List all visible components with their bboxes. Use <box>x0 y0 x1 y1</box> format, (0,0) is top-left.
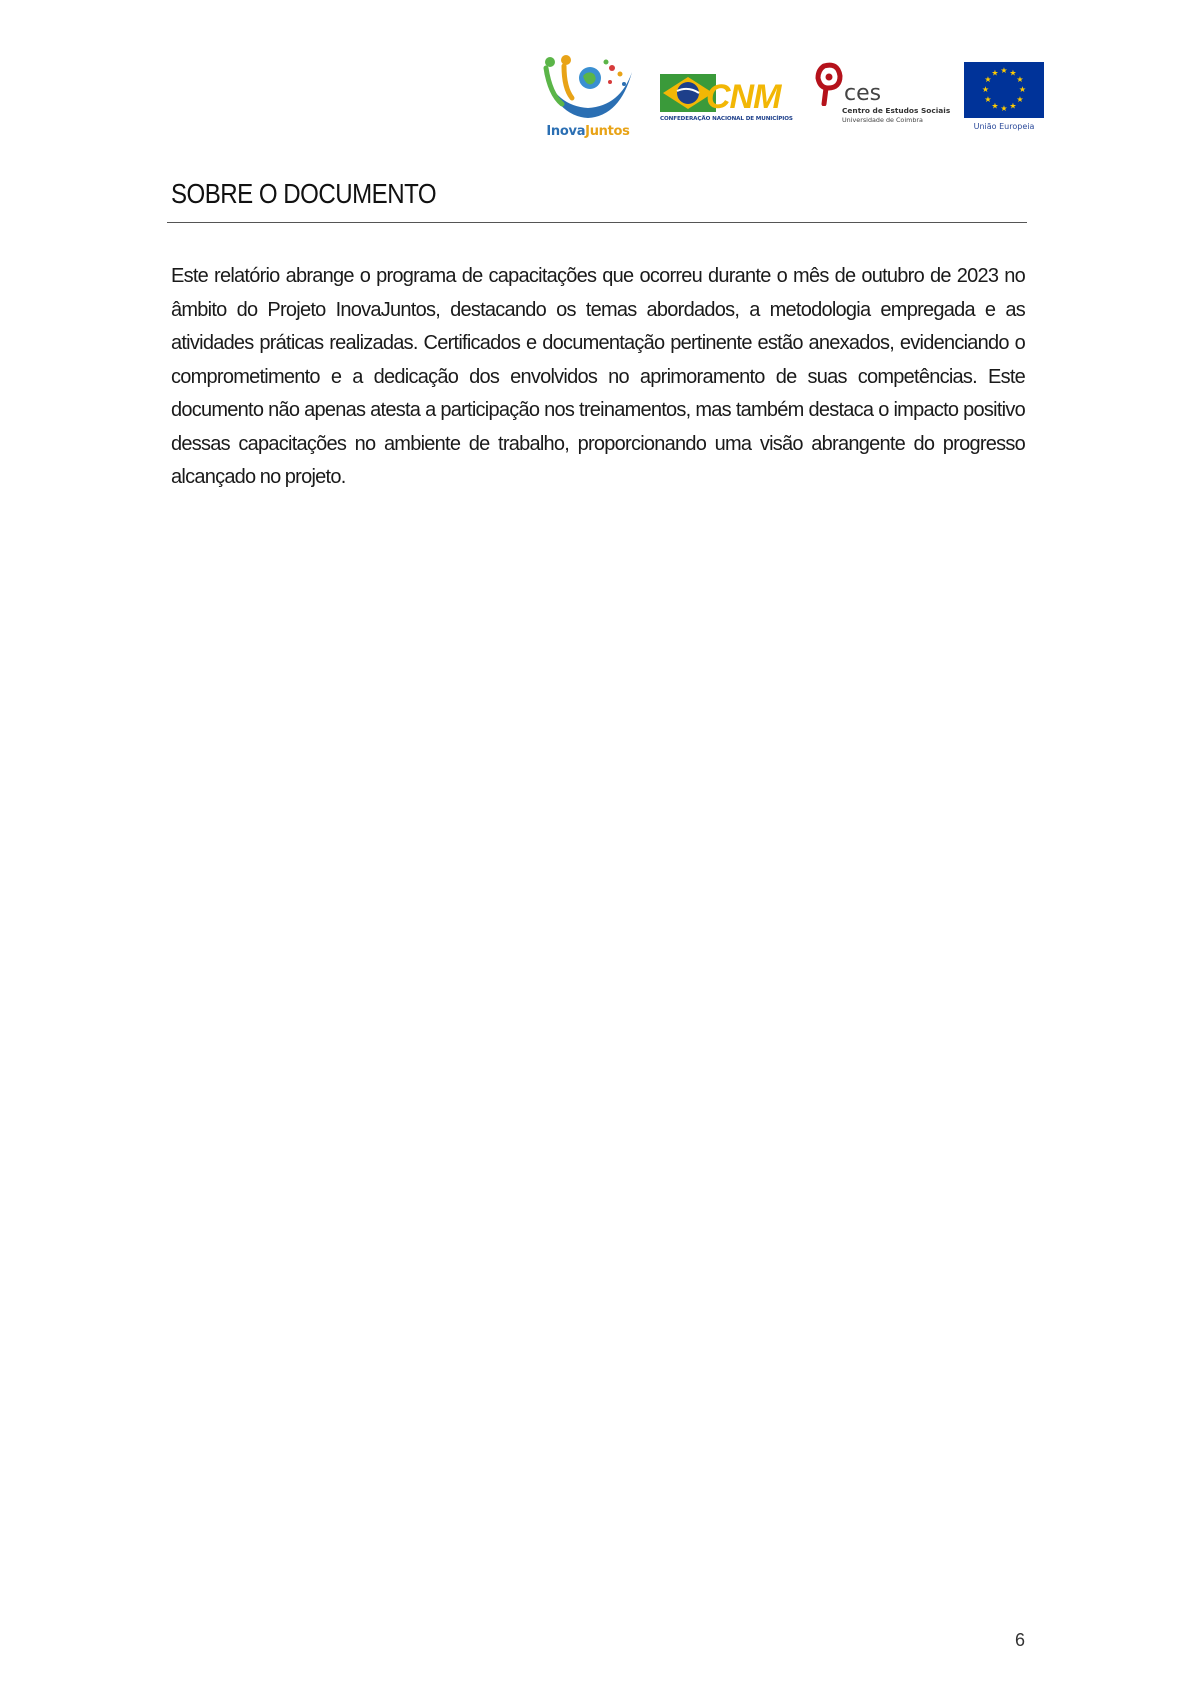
inovajuntos-emblem-icon <box>536 54 640 126</box>
svg-text:★: ★ <box>984 95 992 104</box>
svg-text:★: ★ <box>1016 95 1024 104</box>
page-number: 6 <box>1014 1630 1025 1650</box>
title-divider <box>167 222 1027 223</box>
inovajuntos-logo <box>536 54 640 142</box>
cnm-caption: CONFEDERAÇÃO NACIONAL DE MUNICÍPIOS <box>660 116 793 122</box>
cnm-logo <box>660 72 793 124</box>
svg-text:★: ★ <box>1009 101 1017 111</box>
svg-text:★: ★ <box>1018 85 1027 94</box>
eu-flag-icon <box>964 62 1044 118</box>
svg-text:★: ★ <box>984 75 992 84</box>
eu-caption: União Europeia <box>973 122 1035 131</box>
ces-emblem-icon <box>812 62 934 106</box>
section-title: SOBRE O DOCUMENTO <box>171 178 437 209</box>
ces-logo <box>812 62 951 128</box>
inovajuntos-wordmark: InovaJuntos <box>546 124 630 139</box>
cnm-flag-emblem-icon <box>660 72 790 114</box>
ces-name: Centro de Estudos Sociais <box>842 106 951 115</box>
svg-text:★: ★ <box>1000 104 1008 113</box>
svg-text:★: ★ <box>1016 75 1024 84</box>
ces-subtitle: Universidade de Coimbra <box>842 116 923 124</box>
svg-text:★: ★ <box>991 68 999 78</box>
ces-letters: ces <box>844 81 882 106</box>
svg-text:★: ★ <box>1009 68 1017 78</box>
cnm-letters: CNM <box>706 78 781 114</box>
svg-text:★: ★ <box>1000 66 1008 75</box>
body-paragraph: Este relatório abrange o programa de capacitações que ocorreu durante o mês de outubro de 2023 no âmbito do Projeto InovaJuntos, destacando os temas abordados, a metodologia empregada e as atividades práticas realizadas. Certificados e documentação pertinente estão anexados, evidenciando o comprometimento e a dedicação dos envolvidos no aprimoramento de suas competências. Este documento não apenas atesta a participação nos treinamentos, mas também destaca o impacto positivo dessas capacitações no ambiente de trabalho, proporcionando uma visão abrangente do progresso alcançado no projeto. <box>171 265 1025 488</box>
eu-logo <box>964 62 1044 132</box>
svg-text:★: ★ <box>981 85 990 94</box>
svg-text:★: ★ <box>991 101 999 111</box>
partner-logos <box>536 54 1050 142</box>
